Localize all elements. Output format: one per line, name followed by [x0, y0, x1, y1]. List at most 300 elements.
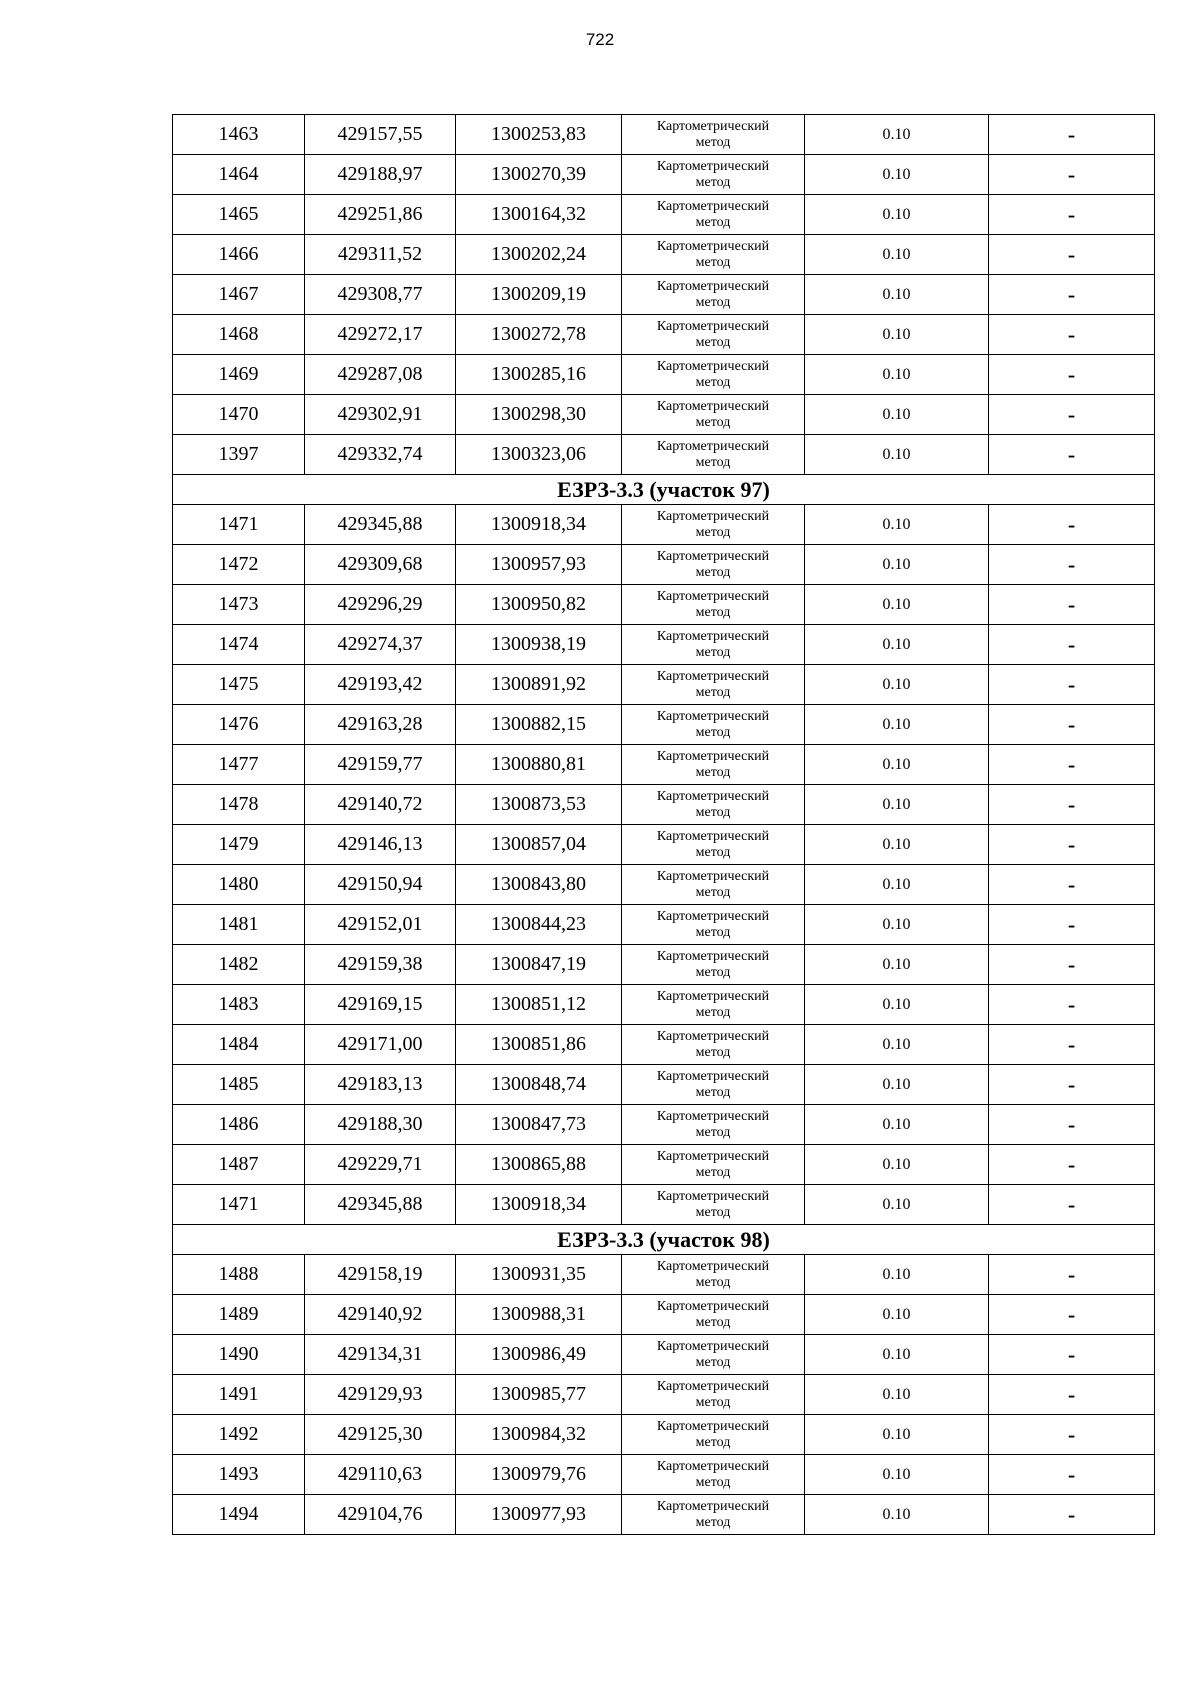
table-row	[173, 865, 1155, 905]
table-row	[173, 395, 1155, 435]
coordinate-x-cell: 429150,94	[305, 865, 456, 905]
table-row	[173, 785, 1155, 825]
method-cell	[622, 985, 805, 1025]
point-id-cell: 1490	[173, 1335, 305, 1375]
accuracy-cell: 0.10	[805, 315, 989, 355]
accuracy-cell: 0.10	[805, 1415, 989, 1455]
method-label-line2: метод	[695, 1394, 731, 1410]
coordinate-x-cell: 429110,63	[305, 1455, 456, 1495]
point-id-cell: 1487	[173, 1145, 305, 1185]
point-id-cell: 1483	[173, 985, 305, 1025]
accuracy-cell: 0.10	[805, 945, 989, 985]
method-cell	[622, 625, 805, 665]
method-label-line2: метод	[695, 1354, 731, 1370]
table-row	[173, 315, 1155, 355]
method-cell	[622, 865, 805, 905]
note-cell: -	[989, 235, 1155, 275]
accuracy-cell: 0.10	[805, 1335, 989, 1375]
coordinate-x-cell: 429302,91	[305, 395, 456, 435]
point-id-cell: 1494	[173, 1495, 305, 1535]
coordinate-y-cell: 1300202,24	[456, 235, 622, 275]
method-label-line2: метод	[695, 844, 731, 860]
coordinate-y-cell: 1300984,32	[456, 1415, 622, 1455]
coordinate-y-cell: 1300847,19	[456, 945, 622, 985]
point-id-cell: 1476	[173, 705, 305, 745]
coordinate-y-cell: 1300918,34	[456, 505, 622, 545]
accuracy-cell: 0.10	[805, 155, 989, 195]
coordinate-x-cell: 429104,76	[305, 1495, 456, 1535]
method-label-line2: метод	[695, 564, 731, 580]
point-id-cell: 1471	[173, 1185, 305, 1225]
note-cell: -	[989, 1375, 1155, 1415]
method-cell	[622, 1185, 805, 1225]
coordinate-x-cell: 429274,37	[305, 625, 456, 665]
method-label-line1: Картометрический	[656, 548, 770, 564]
coordinates-table-body	[173, 115, 1155, 1535]
coordinate-y-cell: 1300931,35	[456, 1255, 622, 1295]
note-cell: -	[989, 505, 1155, 545]
method-label-line2: метод	[695, 1044, 731, 1060]
point-id-cell: 1492	[173, 1415, 305, 1455]
note-cell: -	[989, 1295, 1155, 1335]
method-label-line1: Картометрический	[656, 1148, 770, 1164]
note-cell: -	[989, 1185, 1155, 1225]
point-id-cell: 1479	[173, 825, 305, 865]
coordinate-x-cell: 429345,88	[305, 505, 456, 545]
method-label-line2: метод	[695, 1474, 731, 1490]
point-id-cell: 1484	[173, 1025, 305, 1065]
table-row	[173, 195, 1155, 235]
coordinate-x-cell: 429159,77	[305, 745, 456, 785]
method-label-line2: метод	[695, 604, 731, 620]
accuracy-cell: 0.10	[805, 585, 989, 625]
method-cell	[622, 705, 805, 745]
accuracy-cell: 0.10	[805, 665, 989, 705]
method-cell	[622, 1375, 805, 1415]
point-id-cell: 1486	[173, 1105, 305, 1145]
coordinate-x-cell: 429159,38	[305, 945, 456, 985]
method-label-line1: Картометрический	[656, 788, 770, 804]
method-cell	[622, 395, 805, 435]
coordinate-x-cell: 429188,97	[305, 155, 456, 195]
coordinate-x-cell: 429152,01	[305, 905, 456, 945]
coordinate-y-cell: 1300938,19	[456, 625, 622, 665]
coordinate-y-cell: 1300272,78	[456, 315, 622, 355]
method-label-line2: метод	[695, 374, 731, 390]
note-cell: -	[989, 395, 1155, 435]
method-cell	[622, 1335, 805, 1375]
method-label-line1: Картометрический	[656, 828, 770, 844]
table-row	[173, 585, 1155, 625]
coordinate-y-cell: 1300323,06	[456, 435, 622, 475]
section-title: ЕЗРЗ-3.3 (участок 98)	[173, 1225, 1155, 1255]
note-cell: -	[989, 1455, 1155, 1495]
method-label-line2: метод	[695, 1434, 731, 1450]
method-label-line2: метод	[695, 1204, 731, 1220]
page-number: 722	[585, 30, 615, 49]
method-label-line1: Картометрический	[656, 358, 770, 374]
note-cell: -	[989, 1335, 1155, 1375]
note-cell: -	[989, 1495, 1155, 1535]
accuracy-cell: 0.10	[805, 435, 989, 475]
table-row	[173, 155, 1155, 195]
coordinate-x-cell: 429332,74	[305, 435, 456, 475]
method-label-line1: Картометрический	[656, 1458, 770, 1474]
coordinate-y-cell: 1300253,83	[456, 115, 622, 155]
accuracy-cell: 0.10	[805, 1455, 989, 1495]
note-cell: -	[989, 785, 1155, 825]
coordinate-y-cell: 1300843,80	[456, 865, 622, 905]
method-label-line1: Картометрический	[656, 868, 770, 884]
accuracy-cell: 0.10	[805, 1145, 989, 1185]
coordinate-y-cell: 1300988,31	[456, 1295, 622, 1335]
method-cell	[622, 1065, 805, 1105]
note-cell: -	[989, 115, 1155, 155]
accuracy-cell: 0.10	[805, 705, 989, 745]
method-cell	[622, 1255, 805, 1295]
table-row	[173, 1145, 1155, 1185]
table-row	[173, 905, 1155, 945]
method-label-line1: Картометрический	[656, 1258, 770, 1274]
accuracy-cell: 0.10	[805, 745, 989, 785]
method-label-line1: Картометрический	[656, 238, 770, 254]
table-row	[173, 1455, 1155, 1495]
method-label-line2: метод	[695, 724, 731, 740]
method-label-line2: метод	[695, 804, 731, 820]
note-cell: -	[989, 1415, 1155, 1455]
table-row	[173, 1025, 1155, 1065]
note-cell: -	[989, 1145, 1155, 1185]
method-label-line1: Картометрический	[656, 908, 770, 924]
method-label-line2: метод	[695, 1514, 731, 1530]
coordinate-y-cell: 1300209,19	[456, 275, 622, 315]
coordinate-x-cell: 429188,30	[305, 1105, 456, 1145]
coordinate-y-cell: 1300298,30	[456, 395, 622, 435]
method-label-line2: метод	[695, 254, 731, 270]
point-id-cell: 1480	[173, 865, 305, 905]
point-id-cell: 1463	[173, 115, 305, 155]
point-id-cell: 1469	[173, 355, 305, 395]
note-cell: -	[989, 985, 1155, 1025]
note-cell: -	[989, 155, 1155, 195]
note-cell: -	[989, 905, 1155, 945]
coordinate-y-cell: 1300285,16	[456, 355, 622, 395]
note-cell: -	[989, 355, 1155, 395]
coordinate-y-cell: 1300979,76	[456, 1455, 622, 1495]
table-row	[173, 435, 1155, 475]
accuracy-cell: 0.10	[805, 865, 989, 905]
table-row	[173, 1065, 1155, 1105]
method-cell	[622, 585, 805, 625]
point-id-cell: 1477	[173, 745, 305, 785]
method-label-line2: метод	[695, 1124, 731, 1140]
coordinate-y-cell: 1300986,49	[456, 1335, 622, 1375]
point-id-cell: 1478	[173, 785, 305, 825]
table-row	[173, 665, 1155, 705]
point-id-cell: 1472	[173, 545, 305, 585]
method-cell	[622, 905, 805, 945]
coordinate-x-cell: 429183,13	[305, 1065, 456, 1105]
note-cell: -	[989, 745, 1155, 785]
coordinate-y-cell: 1300164,32	[456, 195, 622, 235]
method-label-line2: метод	[695, 1164, 731, 1180]
point-id-cell: 1397	[173, 435, 305, 475]
coordinate-y-cell: 1300950,82	[456, 585, 622, 625]
table-row	[173, 985, 1155, 1025]
note-cell: -	[989, 665, 1155, 705]
table-row	[173, 945, 1155, 985]
coordinate-x-cell: 429193,42	[305, 665, 456, 705]
method-label-line1: Картометрический	[656, 948, 770, 964]
method-label-line2: метод	[695, 1274, 731, 1290]
note-cell: -	[989, 825, 1155, 865]
coordinate-x-cell: 429140,92	[305, 1295, 456, 1335]
note-cell: -	[989, 1105, 1155, 1145]
method-label-line1: Картометрический	[656, 508, 770, 524]
accuracy-cell: 0.10	[805, 825, 989, 865]
accuracy-cell: 0.10	[805, 355, 989, 395]
note-cell: -	[989, 545, 1155, 585]
coordinate-x-cell: 429345,88	[305, 1185, 456, 1225]
table-row	[173, 1105, 1155, 1145]
method-cell	[622, 235, 805, 275]
coordinate-x-cell: 429158,19	[305, 1255, 456, 1295]
point-id-cell: 1467	[173, 275, 305, 315]
coordinate-y-cell: 1300977,93	[456, 1495, 622, 1535]
method-label-line2: метод	[695, 214, 731, 230]
method-label-line1: Картометрический	[656, 588, 770, 604]
accuracy-cell: 0.10	[805, 785, 989, 825]
coordinate-y-cell: 1300985,77	[456, 1375, 622, 1415]
method-label-line1: Картометрический	[656, 708, 770, 724]
coordinate-y-cell: 1300865,88	[456, 1145, 622, 1185]
method-label-line1: Картометрический	[656, 1378, 770, 1394]
method-cell	[622, 1025, 805, 1065]
coordinate-x-cell: 429308,77	[305, 275, 456, 315]
note-cell: -	[989, 1065, 1155, 1105]
method-label-line2: метод	[695, 764, 731, 780]
method-cell	[622, 1145, 805, 1185]
point-id-cell: 1491	[173, 1375, 305, 1415]
point-id-cell: 1471	[173, 505, 305, 545]
coordinate-y-cell: 1300873,53	[456, 785, 622, 825]
coordinate-x-cell: 429296,29	[305, 585, 456, 625]
accuracy-cell: 0.10	[805, 1185, 989, 1225]
method-label-line2: метод	[695, 334, 731, 350]
method-label-line1: Картометрический	[656, 1498, 770, 1514]
accuracy-cell: 0.10	[805, 905, 989, 945]
coordinate-y-cell: 1300848,74	[456, 1065, 622, 1105]
method-label-line1: Картометрический	[656, 1338, 770, 1354]
table-row	[173, 1375, 1155, 1415]
method-label-line1: Картометрический	[656, 1418, 770, 1434]
point-id-cell: 1488	[173, 1255, 305, 1295]
table-row	[173, 1255, 1155, 1295]
coordinate-x-cell: 429229,71	[305, 1145, 456, 1185]
method-label-line2: метод	[695, 1084, 731, 1100]
method-label-line1: Картометрический	[656, 1068, 770, 1084]
method-label-line2: метод	[695, 924, 731, 940]
method-cell	[622, 275, 805, 315]
note-cell: -	[989, 865, 1155, 905]
accuracy-cell: 0.10	[805, 235, 989, 275]
coordinate-y-cell: 1300857,04	[456, 825, 622, 865]
accuracy-cell: 0.10	[805, 1495, 989, 1535]
point-id-cell: 1493	[173, 1455, 305, 1495]
method-label-line2: метод	[695, 684, 731, 700]
method-label-line2: метод	[695, 1314, 731, 1330]
method-cell	[622, 355, 805, 395]
note-cell: -	[989, 435, 1155, 475]
method-cell	[622, 945, 805, 985]
table-row	[173, 705, 1155, 745]
accuracy-cell: 0.10	[805, 505, 989, 545]
table-row	[173, 745, 1155, 785]
method-label-line2: метод	[695, 294, 731, 310]
coordinate-x-cell: 429129,93	[305, 1375, 456, 1415]
coordinate-y-cell: 1300880,81	[456, 745, 622, 785]
note-cell: -	[989, 275, 1155, 315]
coordinate-x-cell: 429251,86	[305, 195, 456, 235]
table-row	[173, 275, 1155, 315]
note-cell: -	[989, 1255, 1155, 1295]
method-label-line2: метод	[695, 454, 731, 470]
method-cell	[622, 1495, 805, 1535]
coordinate-y-cell: 1300270,39	[456, 155, 622, 195]
coordinate-x-cell: 429287,08	[305, 355, 456, 395]
section-header-row	[173, 475, 1155, 505]
method-label-line2: метод	[695, 524, 731, 540]
method-label-line1: Картометрический	[656, 668, 770, 684]
accuracy-cell: 0.10	[805, 545, 989, 585]
method-label-line2: метод	[695, 964, 731, 980]
point-id-cell: 1473	[173, 585, 305, 625]
method-label-line1: Картометрический	[656, 1298, 770, 1314]
accuracy-cell: 0.10	[805, 1065, 989, 1105]
method-label-line2: метод	[695, 644, 731, 660]
accuracy-cell: 0.10	[805, 395, 989, 435]
accuracy-cell: 0.10	[805, 985, 989, 1025]
method-label-line2: метод	[695, 414, 731, 430]
point-id-cell: 1468	[173, 315, 305, 355]
section-title: ЕЗРЗ-3.3 (участок 97)	[173, 475, 1155, 505]
method-cell	[622, 825, 805, 865]
point-id-cell: 1489	[173, 1295, 305, 1335]
coordinate-y-cell: 1300851,86	[456, 1025, 622, 1065]
method-label-line2: метод	[695, 174, 731, 190]
method-label-line1: Картометрический	[656, 988, 770, 1004]
method-cell	[622, 115, 805, 155]
point-id-cell: 1466	[173, 235, 305, 275]
accuracy-cell: 0.10	[805, 115, 989, 155]
note-cell: -	[989, 315, 1155, 355]
method-cell	[622, 665, 805, 705]
point-id-cell: 1464	[173, 155, 305, 195]
table-row	[173, 1415, 1155, 1455]
method-cell	[622, 545, 805, 585]
section-header-row	[173, 1225, 1155, 1255]
method-label-line1: Картометрический	[656, 1108, 770, 1124]
table-row	[173, 1295, 1155, 1335]
table-row	[173, 1185, 1155, 1225]
accuracy-cell: 0.10	[805, 1105, 989, 1145]
coordinate-x-cell: 429272,17	[305, 315, 456, 355]
table-row	[173, 825, 1155, 865]
coordinate-x-cell: 429157,55	[305, 115, 456, 155]
note-cell: -	[989, 585, 1155, 625]
method-cell	[622, 315, 805, 355]
method-label-line1: Картометрический	[656, 438, 770, 454]
coordinate-y-cell: 1300957,93	[456, 545, 622, 585]
method-cell	[622, 505, 805, 545]
coordinate-x-cell: 429171,00	[305, 1025, 456, 1065]
note-cell: -	[989, 195, 1155, 235]
table-row	[173, 1495, 1155, 1535]
method-cell	[622, 1415, 805, 1455]
method-label-line1: Картометрический	[656, 1188, 770, 1204]
coordinate-y-cell: 1300918,34	[456, 1185, 622, 1225]
accuracy-cell: 0.10	[805, 1295, 989, 1335]
accuracy-cell: 0.10	[805, 625, 989, 665]
coordinate-x-cell: 429146,13	[305, 825, 456, 865]
table-row	[173, 115, 1155, 155]
point-id-cell: 1474	[173, 625, 305, 665]
method-label-line1: Картометрический	[656, 1028, 770, 1044]
coordinate-x-cell: 429163,28	[305, 705, 456, 745]
coordinate-x-cell: 429311,52	[305, 235, 456, 275]
method-cell	[622, 1295, 805, 1335]
method-label-line1: Картометрический	[656, 628, 770, 644]
method-label-line1: Картометрический	[656, 748, 770, 764]
accuracy-cell: 0.10	[805, 1375, 989, 1415]
point-id-cell: 1465	[173, 195, 305, 235]
method-cell	[622, 155, 805, 195]
table-row	[173, 235, 1155, 275]
coordinate-y-cell: 1300891,92	[456, 665, 622, 705]
method-cell	[622, 195, 805, 235]
method-label-line1: Картометрический	[656, 278, 770, 294]
coordinate-x-cell: 429140,72	[305, 785, 456, 825]
note-cell: -	[989, 945, 1155, 985]
method-cell	[622, 1455, 805, 1495]
coordinate-y-cell: 1300847,73	[456, 1105, 622, 1145]
method-label-line2: метод	[695, 134, 731, 150]
coordinate-x-cell: 429134,31	[305, 1335, 456, 1375]
point-id-cell: 1482	[173, 945, 305, 985]
method-label-line1: Картометрический	[656, 398, 770, 414]
point-id-cell: 1481	[173, 905, 305, 945]
method-label-line2: метод	[695, 1004, 731, 1020]
accuracy-cell: 0.10	[805, 195, 989, 235]
table-row	[173, 355, 1155, 395]
method-label-line1: Картометрический	[656, 198, 770, 214]
coordinate-x-cell: 429309,68	[305, 545, 456, 585]
method-label-line2: метод	[695, 884, 731, 900]
accuracy-cell: 0.10	[805, 1025, 989, 1065]
coordinate-x-cell: 429169,15	[305, 985, 456, 1025]
table-row	[173, 1335, 1155, 1375]
method-cell	[622, 435, 805, 475]
coordinate-x-cell: 429125,30	[305, 1415, 456, 1455]
coordinate-y-cell: 1300882,15	[456, 705, 622, 745]
accuracy-cell: 0.10	[805, 275, 989, 315]
point-id-cell: 1485	[173, 1065, 305, 1105]
method-cell	[622, 785, 805, 825]
point-id-cell: 1470	[173, 395, 305, 435]
table-row	[173, 625, 1155, 665]
method-label-line1: Картометрический	[656, 318, 770, 334]
method-cell	[622, 745, 805, 785]
